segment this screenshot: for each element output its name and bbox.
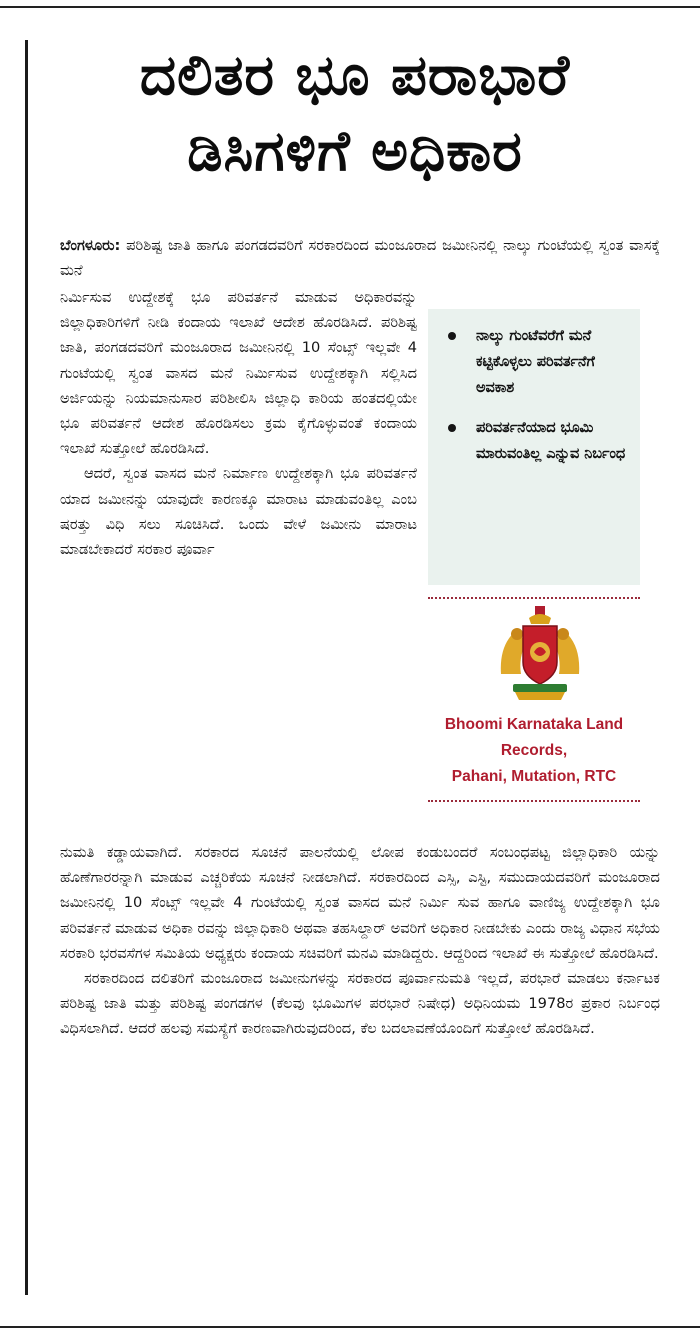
article-paragraph-1: ನಿರ್ಮಿಸುವ ಉದ್ದೇಶಕ್ಕೆ ಭೂ ಪರಿವರ್ತನೆ ಮಾಡುವ ಅಧಿಕಾರವನ್ನು ಜಿಲ್ಲಾಧಿಕಾರಿಗಳಿಗೆ ನೀಡಿ ಕಂದಾಯ ಇಲಾಖೆ ಆದೇಶ ಹೊರಡಿಸಿದೆ. ಪರಿಶಿಷ್ಟ ಜಾತಿ, ಪಂಗಡದವರಿಗೆ ಮಂಜೂರಾದ ಜಮೀನಿನಲ್ಲಿ 10 ಸೆಂಟ್ಸ್ ಇಲ್ಲವೇ 4 ಗುಂಟೆಯಲ್ಲಿ ಸ್ವಂತ ವಾಸದ ಮನೆ ನಿರ್ಮಿಸುವ ಉದ್ದೇಶಕ್ಕಾಗಿ ಸಲ್ಲಿಸಿದ ಅರ್ಜಿಯನ್ನು ನಿಯಮಾನುಸಾರ ಪರಿಶೀಲಿಸಿ ಜಿಲ್ಲಾಧಿ ಕಾರಿಯ ಹಂತದಲ್ಲಿಯೇ ಭೂ ಪರಿವರ್ತನೆ ಆದೇಶ ಹೊರಡಿಸಲು ಕ್ರಮ ಕೈಗೊಳ್ಳುವಂತೆ ಕಂದಾಯ ಇಲಾಖೆ ಸುತ್ತೋಲೆ ಹೊರಡಿಸಿದೆ.	[60, 289, 417, 458]
article-paragraph-2: ಆದರೆ, ಸ್ವಂತ ವಾಸದ ಮನೆ ನಿರ್ಮಾಣ ಉದ್ದೇಶಕ್ಕಾಗಿ ಭೂ ಪರಿವರ್ತನೆ ಯಾದ ಜಮೀನನ್ನು ಯಾವುದೇ ಕಾರಣಕ್ಕೂ ಮಾರಾಟ ಮಾಡುವಂತಿಲ್ಲ ಎಂಬ ಷರತ್ತು ವಿಧಿ ಸಲು ಸೂಚಿಸಿದೆ. ಒಂದು ವೇಳೆ ಜಮೀನು ಮಾರಾಟ ಮಾಡಬೇಕಾದರೆ ಸರಕಾರ ಪೂರ್ವಾ	[60, 465, 417, 559]
column-rule	[25, 40, 28, 1295]
article-paragraph-3: ಸರಕಾರದಿಂದ ದಲಿತರಿಗೆ ಮಂಜೂರಾದ ಜಮೀನುಗಳನ್ನು ಸರಕಾರದ ಪೂರ್ವಾನುಮತಿ ಇಲ್ಲದೆ, ಪರಭಾರೆ ಮಾಡಲು ಕರ್ನಾಟಕ ಪರಿಶಿಷ್ಟ ಜಾತಿ ಮತ್ತು ಪರಿಶಿಷ್ಟ ಪಂಗಡಗಳ (ಕೆಲವು ಭೂಮಿಗಳ ಪರಭಾರೆ ನಿಷೇಧ) ಅಧಿನಿಯಮ 1978ರ ಪ್ರಕಾರ ನಿರ್ಬಂಧ ವಿಧಿಸಲಾಗಿದೆ. ಆದರೆ ಹಲವು ಸಮಸ್ಯೆಗೆ ಕಾರಣವಾಗಿರುವುದರಿಂದ, ಕೆಲ ಬದಲಾವಣೆಯೊಂದಿಗೆ ಸುತ್ತೋಲೆ ಹೊರಡಿಸಿದೆ.	[60, 970, 660, 1038]
article-lead-block	[60, 233, 660, 283]
caption-line-3: Pahani, Mutation, RTC	[451, 768, 617, 785]
headline-line-2: ಡಿಸಿಗಳಿಗೆ ಅಧಿಕಾರ	[187, 119, 523, 184]
headline-line-1: ದಲಿತರ ಭೂ ಪರಾಭಾರೆ	[139, 43, 571, 108]
karnataka-emblem-icon	[495, 604, 585, 704]
top-rule	[0, 6, 700, 8]
article-lead-text: ಪರಿಶಿಷ್ಟ ಜಾತಿ ಹಾಗೂ ಪಂಗಡದವರಿಗೆ ಸರಕಾರದಿಂದ ಮಂಜೂರಾದ ಜಮೀನಿನಲ್ಲಿ ನಾಲ್ಕು ಗುಂಟೆಯಲ್ಲಿ ಸ್ವಂತ ವಾಸಕ್ಕೆ ಮನೆ	[60, 237, 660, 280]
dateline: ಬೆಂಗಳೂರು:	[60, 237, 121, 254]
bottom-rule	[0, 1326, 700, 1328]
caption-line-2: Records,	[500, 742, 568, 759]
dotted-divider-bottom	[428, 800, 640, 802]
bullet-icon	[448, 332, 456, 340]
promo-caption	[428, 712, 640, 790]
dotted-divider-top	[428, 597, 640, 599]
highlights-box	[428, 309, 640, 585]
headline	[40, 38, 670, 190]
highlight-item: ನಾಲ್ಕು ಗುಂಟೆವರೆಗೆ ಮನೆ ಕಟ್ಟಿಕೊಳ್ಳಲು ಪರಿವರ್ತನೆಗೆ ಅವಕಾಶ	[448, 323, 632, 401]
highlight-item: ಪರಿವರ್ತನೆಯಾದ ಭೂಮಿ ಮಾರುವಂತಿಲ್ಲ ಎನ್ನುವ ನಿರ್ಬಂಧ	[448, 415, 632, 467]
article-bottom-block	[60, 840, 660, 1042]
caption-line-1: Bhoomi Karnataka Land	[444, 716, 624, 733]
article-paragraph-2-continued: ನುಮತಿ ಕಡ್ಡಾಯವಾಗಿದೆ. ಸರಕಾರದ ಸೂಚನೆ ಪಾಲನೆಯಲ್ಲಿ ಲೋಪ ಕಂಡುಬಂದರೆ ಸಂಬಂಧಪಟ್ಟ ಜಿಲ್ಲಾಧಿಕಾರಿ ಯನ್ನು ಹೊಣೆಗಾರರನ್ನಾಗಿ ಮಾಡುವ ಎಚ್ಚರಿಕೆಯ ಸೂಚನೆ ನೀಡಲಾಗಿದೆ. ಸರಕಾರದಿಂದ ಎಸ್ಸಿ, ಎಸ್ಟಿ, ಸಮುದಾಯದವರಿಗೆ ಮಂಜೂರಾದ ಜಮೀನಿನಲ್ಲಿ 10 ಸೆಂಟ್ಸ್ ಇಲ್ಲವೇ 4 ಗುಂಟೆಯಲ್ಲಿ ಸ್ವಂತ ವಾಸದ ಮನೆ ನಿರ್ಮಿ ಸುವ ಹಾಗೂ ವಾಣಿಜ್ಯ ಉದ್ದೇಶಕ್ಕಾಗಿ ಭೂ ಪರಿವರ್ತನೆ ಮಾಡುವ ಅಧಿಕಾ ರವನ್ನು ಜಿಲ್ಲಾಧಿಕಾರಿ ಅಥವಾ ತಹಸಿಲ್ದಾರ್ ಅವರಿಗೆ ಅಧಿಕಾರ ನೀಡಬೇಕು ಎಂದು ರಾಜ್ಯ ವಿಧಾನ ಸಭೆಯ ಸರಕಾರಿ ಭರವಸೆಗಳ ಸಮಿತಿಯ ಅಧ್ಯಕ್ಷರು ಕಂದಾಯ ಸಚಿವರಿಗೆ ಮನವಿ ಮಾಡಿದ್ದರು. ಆದ್ದರಿಂದ ಇಲಾಖೆ ಈ ಸುತ್ತೋಲೆ ಹೊರಡಿಸಿದೆ.	[60, 844, 660, 962]
article-narrow-column	[60, 285, 417, 562]
bullet-icon	[448, 424, 456, 432]
